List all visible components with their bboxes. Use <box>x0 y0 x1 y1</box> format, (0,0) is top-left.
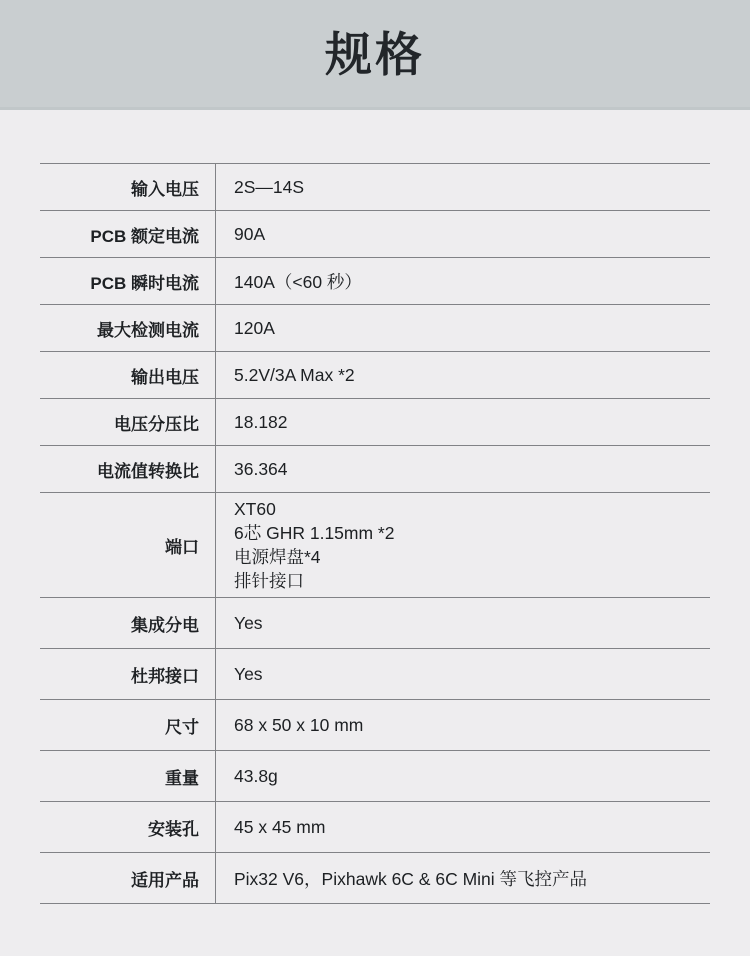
spec-label: 杜邦接口 <box>40 649 216 699</box>
table-row <box>40 352 710 399</box>
spec-value: 68 x 50 x 10 mm <box>234 714 364 735</box>
spec-value: Pix32 V6，Pixhawk 6C & 6C Mini 等飞控产品 <box>234 868 588 889</box>
spec-label: 电流值转换比 <box>40 446 216 492</box>
spec-value-line: 电源焊盘*4 <box>234 547 321 567</box>
spec-label: PCB 瞬时电流 <box>40 258 216 304</box>
spec-label: 最大检测电流 <box>40 305 216 351</box>
table-row <box>40 853 710 904</box>
table-row <box>40 802 710 853</box>
table-row <box>40 399 710 446</box>
page-title: 规格 <box>325 28 425 81</box>
spec-value: 120A <box>234 317 275 338</box>
table-row <box>40 305 710 352</box>
spec-value: 36.364 <box>234 458 288 479</box>
spec-value: Yes <box>234 612 263 633</box>
spec-value: Yes <box>234 663 263 684</box>
spec-table <box>40 163 710 904</box>
spec-label: 电压分压比 <box>40 399 216 445</box>
table-row <box>40 164 710 211</box>
table-row <box>40 598 710 649</box>
table-row <box>40 446 710 493</box>
page-header <box>0 0 750 110</box>
spec-value-line: 6芯 GHR 1.15mm *2 <box>234 523 395 543</box>
spec-value-line: XT60 <box>234 499 276 519</box>
spec-label: 输出电压 <box>40 352 216 398</box>
table-row <box>40 700 710 751</box>
spec-label: 适用产品 <box>40 853 216 903</box>
table-row <box>40 211 710 258</box>
spec-label: PCB 额定电流 <box>40 211 216 257</box>
spec-label: 集成分电 <box>40 598 216 648</box>
spec-label: 尺寸 <box>40 700 216 750</box>
table-row <box>40 751 710 802</box>
spec-value: 140A（<60 秒） <box>234 271 362 292</box>
spec-label: 重量 <box>40 751 216 801</box>
spec-value: 2S—14S <box>234 176 305 197</box>
spec-label: 端口 <box>40 493 216 597</box>
spec-value: 45 x 45 mm <box>234 816 326 837</box>
spec-label: 安装孔 <box>40 802 216 852</box>
spec-label: 输入电压 <box>40 164 216 210</box>
table-row <box>40 258 710 305</box>
spec-value: 18.182 <box>234 411 288 432</box>
spec-value: 43.8g <box>234 765 278 786</box>
table-row <box>40 493 710 598</box>
spec-value: 5.2V/3A Max *2 <box>234 364 355 385</box>
table-row <box>40 649 710 700</box>
spec-value <box>216 493 710 597</box>
spec-value: 90A <box>234 223 266 244</box>
spec-value-line: 排针接口 <box>234 571 304 591</box>
